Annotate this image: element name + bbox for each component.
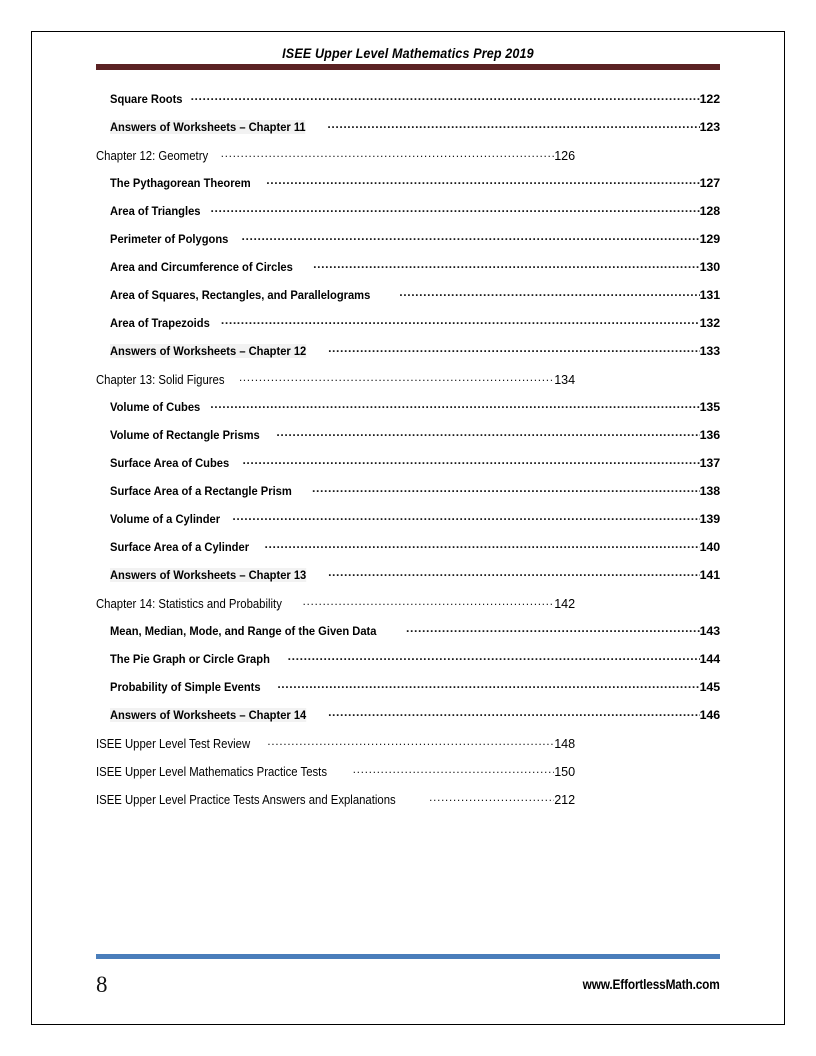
toc-entry-title: Mean, Median, Mode, and Range of the Given Data: [110, 624, 377, 639]
toc-entry-page-number: 138: [699, 484, 720, 499]
toc-dot-leader: [406, 623, 700, 635]
toc-entry[interactable]: [0, 147, 816, 175]
toc-dot-leader: [328, 567, 700, 579]
toc-dot-leader: [328, 707, 700, 719]
toc-entry-page-number: 212: [554, 792, 575, 807]
toc-entry-page-number: 137: [699, 456, 720, 471]
toc-entry[interactable]: [0, 259, 816, 287]
toc-entry[interactable]: [0, 623, 816, 651]
toc-entry-title: The Pie Graph or Circle Graph: [110, 652, 270, 667]
toc-dot-leader: [210, 399, 699, 411]
toc-entry-page-number: 134: [554, 372, 575, 387]
toc-dot-leader: [242, 231, 700, 243]
toc-entry[interactable]: [0, 791, 816, 819]
toc-entry-page-number: 130: [699, 260, 720, 275]
toc-dot-leader: [267, 735, 554, 748]
toc-entry-title: Chapter 12: Geometry: [96, 148, 209, 163]
footer-website: www.EffortlessMath.com: [583, 976, 720, 992]
toc-entry-page-number: 126: [554, 148, 575, 163]
running-head: [96, 46, 720, 76]
toc-entry[interactable]: [0, 567, 816, 595]
toc-entry-page-number: 133: [699, 344, 720, 359]
toc-entry-page-number: 141: [699, 568, 720, 583]
toc-entry[interactable]: [0, 315, 816, 343]
toc-dot-leader: [221, 147, 555, 160]
toc-entry-title: Volume of Cubes: [110, 400, 201, 415]
header-rule: [96, 64, 720, 70]
footer-rule: [96, 954, 720, 959]
toc-entry-title: Surface Area of a Cylinder: [110, 540, 250, 555]
toc-entry-title: Area of Squares, Rectangles, and Parallelograms: [110, 288, 371, 303]
toc-entry-page-number: 123: [699, 120, 720, 135]
toc-entry-title: Answers of Worksheets – Chapter 13: [110, 568, 307, 583]
toc-entry-title: Answers of Worksheets – Chapter 11: [110, 120, 306, 135]
toc-entry-page-number: 129: [699, 232, 720, 247]
toc-entry[interactable]: [0, 91, 816, 119]
toc-dot-leader: [288, 651, 700, 663]
toc-entry[interactable]: [0, 735, 816, 763]
toc-dot-leader: [276, 427, 699, 439]
toc-entry[interactable]: [0, 371, 816, 399]
toc-dot-leader: [232, 511, 699, 523]
toc-entry-title: Chapter 14: Statistics and Probability: [96, 596, 282, 611]
toc-entry[interactable]: [0, 231, 816, 259]
toc-entry-title: Area and Circumference of Circles: [110, 260, 293, 275]
toc-entry[interactable]: [0, 399, 816, 427]
toc-entry[interactable]: [0, 763, 816, 791]
toc-entry-title: Chapter 13: Solid Figures: [96, 372, 225, 387]
toc-entry[interactable]: [0, 287, 816, 315]
toc-entry-title: Area of Trapezoids: [110, 316, 210, 331]
toc-entry-page-number: 136: [699, 428, 720, 443]
toc-entry-page-number: 122: [699, 92, 720, 107]
toc-entry-title: Surface Area of a Rectangle Prism: [110, 484, 292, 499]
toc-entry[interactable]: [0, 203, 816, 231]
toc-entry-title: Volume of a Cylinder: [110, 512, 221, 527]
toc-entry-page-number: 135: [699, 400, 720, 415]
toc-dot-leader: [328, 343, 700, 355]
toc-entry-page-number: 127: [699, 176, 720, 191]
toc-dot-leader: [353, 763, 555, 776]
toc-dot-leader: [327, 119, 699, 131]
toc-dot-leader: [242, 455, 699, 467]
toc-entry[interactable]: [0, 455, 816, 483]
toc-dot-leader: [211, 203, 700, 215]
toc-entry-title: Square Roots: [110, 92, 183, 107]
toc-entry-page-number: 144: [699, 652, 720, 667]
toc-entry-page-number: 150: [554, 764, 575, 779]
toc-entry[interactable]: [0, 343, 816, 371]
toc-entry-page-number: 131: [699, 288, 720, 303]
toc-entry-page-number: 140: [699, 540, 720, 555]
table-of-contents: [0, 91, 816, 819]
toc-entry[interactable]: [0, 679, 816, 707]
toc-entry-title: ISEE Upper Level Mathematics Practice Tests: [96, 764, 327, 779]
toc-dot-leader: [266, 175, 699, 187]
toc-entry-page-number: 128: [699, 204, 720, 219]
toc-entry-page-number: 139: [699, 512, 720, 527]
toc-entry[interactable]: [0, 511, 816, 539]
toc-entry-title: ISEE Upper Level Test Review: [96, 736, 251, 751]
toc-entry-page-number: 145: [699, 680, 720, 695]
toc-dot-leader: [191, 91, 700, 103]
toc-dot-leader: [303, 595, 555, 608]
toc-dot-leader: [399, 287, 699, 299]
toc-dot-leader: [221, 315, 700, 327]
toc-entry-title: Perimeter of Polygons: [110, 232, 229, 247]
toc-dot-leader: [239, 371, 554, 384]
toc-entry-page-number: 132: [699, 316, 720, 331]
toc-entry-title: Answers of Worksheets – Chapter 14: [110, 708, 307, 723]
toc-entry-title: Volume of Rectangle Prisms: [110, 428, 260, 443]
toc-entry-title: Answers of Worksheets – Chapter 12: [110, 344, 307, 359]
toc-entry[interactable]: [0, 595, 816, 623]
toc-entry[interactable]: [0, 175, 816, 203]
toc-entry-title: Surface Area of Cubes: [110, 456, 230, 471]
footer-page-number: 8: [96, 971, 108, 997]
toc-entry-page-number: 142: [554, 596, 575, 611]
toc-entry[interactable]: [0, 651, 816, 679]
toc-entry-page-number: 143: [699, 624, 720, 639]
toc-entry-title: Probability of Simple Events: [110, 680, 261, 695]
toc-dot-leader: [429, 791, 554, 804]
running-head-title: ISEE Upper Level Mathematics Prep 2019: [282, 46, 534, 61]
toc-entry[interactable]: [0, 119, 816, 147]
toc-entry[interactable]: [0, 483, 816, 511]
toc-dot-leader: [313, 259, 699, 271]
toc-entry-page-number: 146: [699, 708, 720, 723]
toc-dot-leader: [312, 483, 700, 495]
toc-entry[interactable]: [0, 427, 816, 455]
page-footer: [96, 962, 720, 1006]
toc-dot-leader: [264, 539, 699, 551]
toc-entry-title: ISEE Upper Level Practice Tests Answers and Explanations: [96, 792, 396, 807]
toc-entry-title: The Pythagorean Theorem: [110, 176, 251, 191]
toc-dot-leader: [277, 679, 699, 691]
toc-entry[interactable]: [0, 539, 816, 567]
toc-entry-page-number: 148: [554, 736, 575, 751]
toc-entry-title: Area of Triangles: [110, 204, 201, 219]
toc-entry[interactable]: [0, 707, 816, 735]
